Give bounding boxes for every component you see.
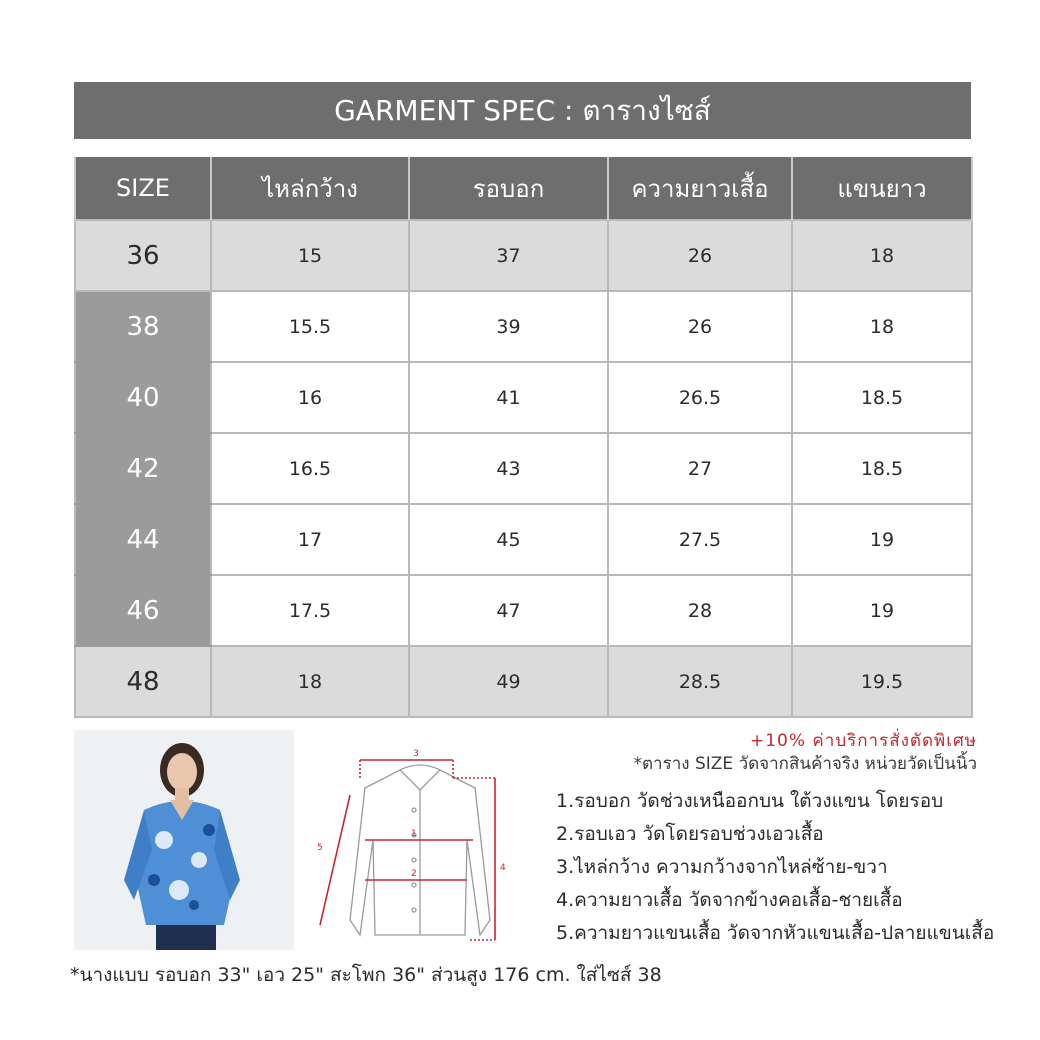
- model-photo: [74, 730, 294, 950]
- sleeve-cell: 19.5: [792, 646, 972, 717]
- chest-cell: 41: [409, 362, 608, 433]
- table-row: [75, 504, 972, 575]
- length-cell: 26: [608, 291, 792, 362]
- chest-cell: 45: [409, 504, 608, 575]
- model-measurement-note: *นางแบบ รอบอก 33" เอว 25" สะโพก 36" ส่วนสูง 176 cm. ใส่ไซส์ 38: [70, 964, 662, 986]
- header-sleeve: แขนยาว: [792, 157, 972, 220]
- shoulder-cell: 17: [211, 504, 409, 575]
- diagram-label-1: 1: [411, 829, 417, 839]
- table-row: [75, 646, 972, 717]
- measurement-instructions: [556, 785, 994, 950]
- length-cell: 28: [608, 575, 792, 646]
- length-cell: 28.5: [608, 646, 792, 717]
- sleeve-cell: 18.5: [792, 433, 972, 504]
- chest-cell: 47: [409, 575, 608, 646]
- list-item: 3.ไหล่กว้าง ความกว้างจากไหล่ซ้าย-ขวา: [556, 856, 888, 878]
- header-length: ความยาวเสื้อ: [608, 157, 792, 220]
- length-cell: 27: [608, 433, 792, 504]
- size-table: [74, 157, 973, 718]
- shirt-outline-icon: [350, 765, 490, 935]
- chest-cell: 49: [409, 646, 608, 717]
- diagram-label-2: 2: [411, 869, 417, 879]
- length-cell: 26: [608, 220, 792, 291]
- sleeve-cell: 19: [792, 575, 972, 646]
- length-cell: 27.5: [608, 504, 792, 575]
- size-cell: 40: [75, 362, 211, 433]
- diagram-label-4: 4: [500, 863, 506, 873]
- list-item: 1.รอบอก วัดช่วงเหนืออกบน ใต้วงแขน โดยรอบ: [556, 790, 944, 812]
- table-row: [75, 291, 972, 362]
- table-row: [75, 575, 972, 646]
- sleeve-cell: 19: [792, 504, 972, 575]
- table-row: [75, 362, 972, 433]
- sleeve-cell: 18: [792, 291, 972, 362]
- header-size: SIZE: [75, 157, 211, 220]
- sleeve-cell: 18: [792, 220, 972, 291]
- size-cell: 48: [75, 646, 211, 717]
- list-item: 2.รอบเอว วัดโดยรอบช่วงเอวเสื้อ: [556, 823, 824, 845]
- shoulder-cell: 15.5: [211, 291, 409, 362]
- size-cell: 42: [75, 433, 211, 504]
- table-header-row: [75, 157, 972, 220]
- shirt-measurement-diagram: [305, 730, 535, 950]
- header-chest: รอบอก: [409, 157, 608, 220]
- list-item: 4.ความยาวเสื้อ วัดจากข้างคอเสื้อ-ชายเสื้อ: [556, 889, 903, 911]
- size-cell: 44: [75, 504, 211, 575]
- diagram-label-5: 5: [317, 843, 323, 853]
- header-shoulder: ไหล่กว้าง: [211, 157, 409, 220]
- list-item: 5.ความยาวแขนเสื้อ วัดจากหัวแขนเสื้อ-ปลายแขนเสื้อ: [556, 922, 995, 944]
- chest-cell: 37: [409, 220, 608, 291]
- shoulder-cell: 18: [211, 646, 409, 717]
- unit-note: *ตาราง SIZE วัดจากสินค้าจริง หน่วยวัดเป็นนิ้ว: [633, 754, 977, 774]
- page-title: GARMENT SPEC : ตารางไซส์: [74, 82, 971, 139]
- shoulder-cell: 16.5: [211, 433, 409, 504]
- chest-cell: 43: [409, 433, 608, 504]
- size-cell: 36: [75, 220, 211, 291]
- size-cell: 46: [75, 575, 211, 646]
- shoulder-cell: 17.5: [211, 575, 409, 646]
- sleeve-cell: 18.5: [792, 362, 972, 433]
- diagram-label-3: 3: [413, 749, 419, 759]
- length-cell: 26.5: [608, 362, 792, 433]
- size-cell: 38: [75, 291, 211, 362]
- extra-fee-note: +10% ค่าบริการสั่งตัดพิเศษ: [749, 731, 977, 751]
- shoulder-cell: 15: [211, 220, 409, 291]
- shoulder-cell: 16: [211, 362, 409, 433]
- table-row: [75, 220, 972, 291]
- model-figure-illustration: [74, 730, 294, 950]
- chest-cell: 39: [409, 291, 608, 362]
- table-row: [75, 433, 972, 504]
